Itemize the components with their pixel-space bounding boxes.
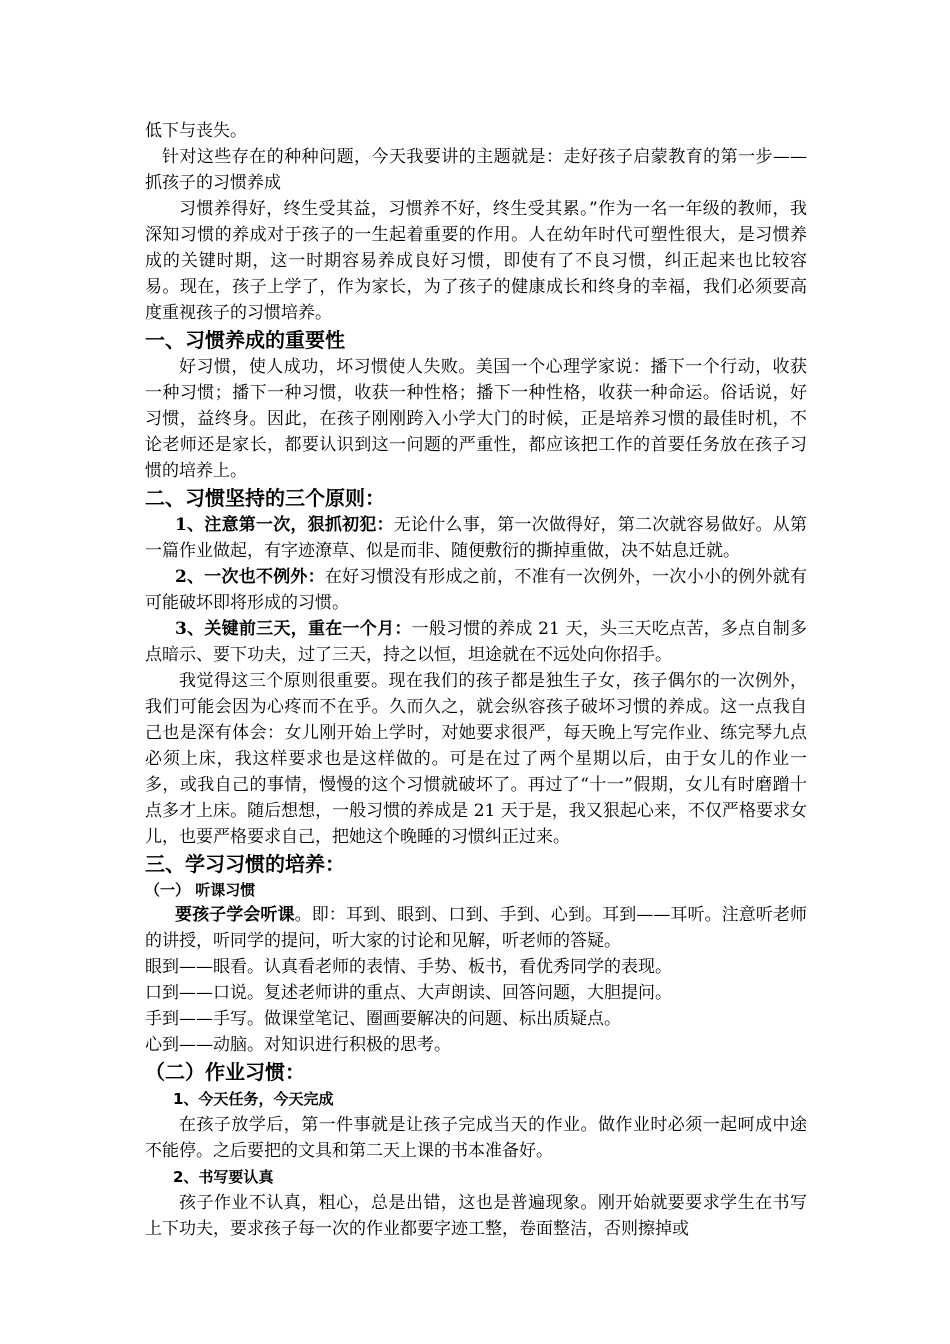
document-page [145,118,807,1242]
paragraph-importance: 好习惯，使人成功，坏习惯使人失败。美国一个心理学家说：播下一个行动，收获一种习惯；播下一种习惯，收获一种性格；播下一种性格，收获一种命运。俗话说，好习惯，益终身。因此，在孩子刚刚跨入小学大门的时候，正是培养习惯的最佳时机，不论老师还是家长，都要认识到这一问题的严重性，都应该把工作的首要任务放在孩子习惯的培养上。 [145,357,807,481]
homework-1-title: 1、今天任务，今天完成 [173,1090,334,1108]
homework-1-text: 在孩子放学后，第一件事就是让孩子完成当天的作业。做作业时必须一起呵成中途不能停。之后要把的文具和第二天上课的书本准备好。 [145,1115,807,1161]
principle-3-title: 3、关键前三天，重在一个月： [175,619,412,639]
line-eye: 眼到——眼看。认真看老师的表情、手势、板书，看优秀同学的表现。 [145,957,672,977]
principle-3-text: 一般习惯的养成 21 天，头三天吃点苦，多点自制多点暗示、要下功夫，过了三天，持之以恒，坦途就在不远处向你招手。 [145,619,807,665]
principle-2-text: 在好习惯没有形成之前，不准有一次例外，一次小小的例外就有可能破坏即将形成的习惯。 [145,567,807,613]
section-heading-principles: 二、习惯坚持的三个原则： [145,486,385,510]
subheading-listening: （一） 听课习惯 [145,881,256,899]
homework-2-title: 2、书写要认真 [173,1168,274,1186]
paragraph-habit-quote: 习惯养得好，终生受其益，习惯养不好，终生受其累。”作为一名一年级的教师，我深知习惯的养成对于孩子的一生起着重要的作用。人在幼年时代可塑性很大，是习惯养成的关键时期，这一时期容易养成良好习惯，即使有了不良习惯，纠正起来也比较容易。现在，孩子上学了，作为家长，为了孩子的健康成长和终身的幸福，我们必须要高度重视孩子的习惯培养。 [145,199,807,323]
principle-1-text: 无论什么事，第一次做得好，第二次就容易做好。从第一篇作业做起，有字迹潦草、似是而非、随便敷衍的撕掉重做，决不姑息迁就。 [145,515,808,561]
principle-1 [145,512,807,564]
line-mouth: 口到——口说。复述老师讲的重点、大声朗读、回答问题，大胆提问。 [145,983,672,1003]
line-hand: 手到——手写。做课堂笔记、圈画要解决的问题、标出质疑点。 [145,1009,621,1029]
principle-2-title: 2、一次也不例外： [175,567,325,587]
principle-3 [145,616,807,668]
section-heading-importance: 一、习惯养成的重要性 [145,328,345,352]
paragraph-listening [145,902,807,954]
principle-1-title: 1、注意第一次，狠抓初犯： [175,515,394,535]
paragraph-intro-end: 低下与丧失。 [145,121,247,141]
section-heading-study-habits: 三、学习习惯的培养： [145,852,345,876]
listening-bold: 要孩子学会听课 [175,905,295,925]
listening-text: 。即：耳到、眼到、口到、手到、心到。耳到——耳听。注意听老师的讲授，听同学的提问，听大家的讨论和见解，听老师的答疑。 [145,905,808,951]
principle-2 [145,564,807,616]
homework-2-text: 孩子作业不认真，粗心，总是出错，这也是普遍现象。刚开始就要要求学生在书写上下功夫，要求孩子每一次的作业都要字迹工整，卷面整洁，否则擦掉或 [145,1193,807,1239]
subheading-homework: （二）作业习惯： [145,1060,305,1084]
paragraph-personal-story: 我觉得这三个原则很重要。现在我们的孩子都是独生子女，孩子偶尔的一次例外，我们可能会因为心疼而不在乎。久而久之，就会纵容孩子破坏习惯的养成。这一点我自己也是深有体会：女儿刚开始上学时，对她要求很严，每天晚上写完作业、练完琴九点必须上床，我这样要求也是这样做的。可是在过了两个星期以后，由于女儿的作业一多，或我自己的事情，慢慢的这个习惯就破坏了。再过了“十一”假期，女儿有时磨蹭十点多才上床。随后想想，一般习惯的养成是 21 天于是，我又狠起心来，不仅严格要求女儿，也要严格要求自己，把她这个晚睡的习惯纠正过来。 [145,671,807,847]
line-heart: 心到——动脑。对知识进行积极的思考。 [145,1035,451,1055]
paragraph-theme: 针对这些存在的种种问题，今天我要讲的主题就是：走好孩子启蒙教育的第一步——抓孩子的习惯养成 [145,147,807,193]
